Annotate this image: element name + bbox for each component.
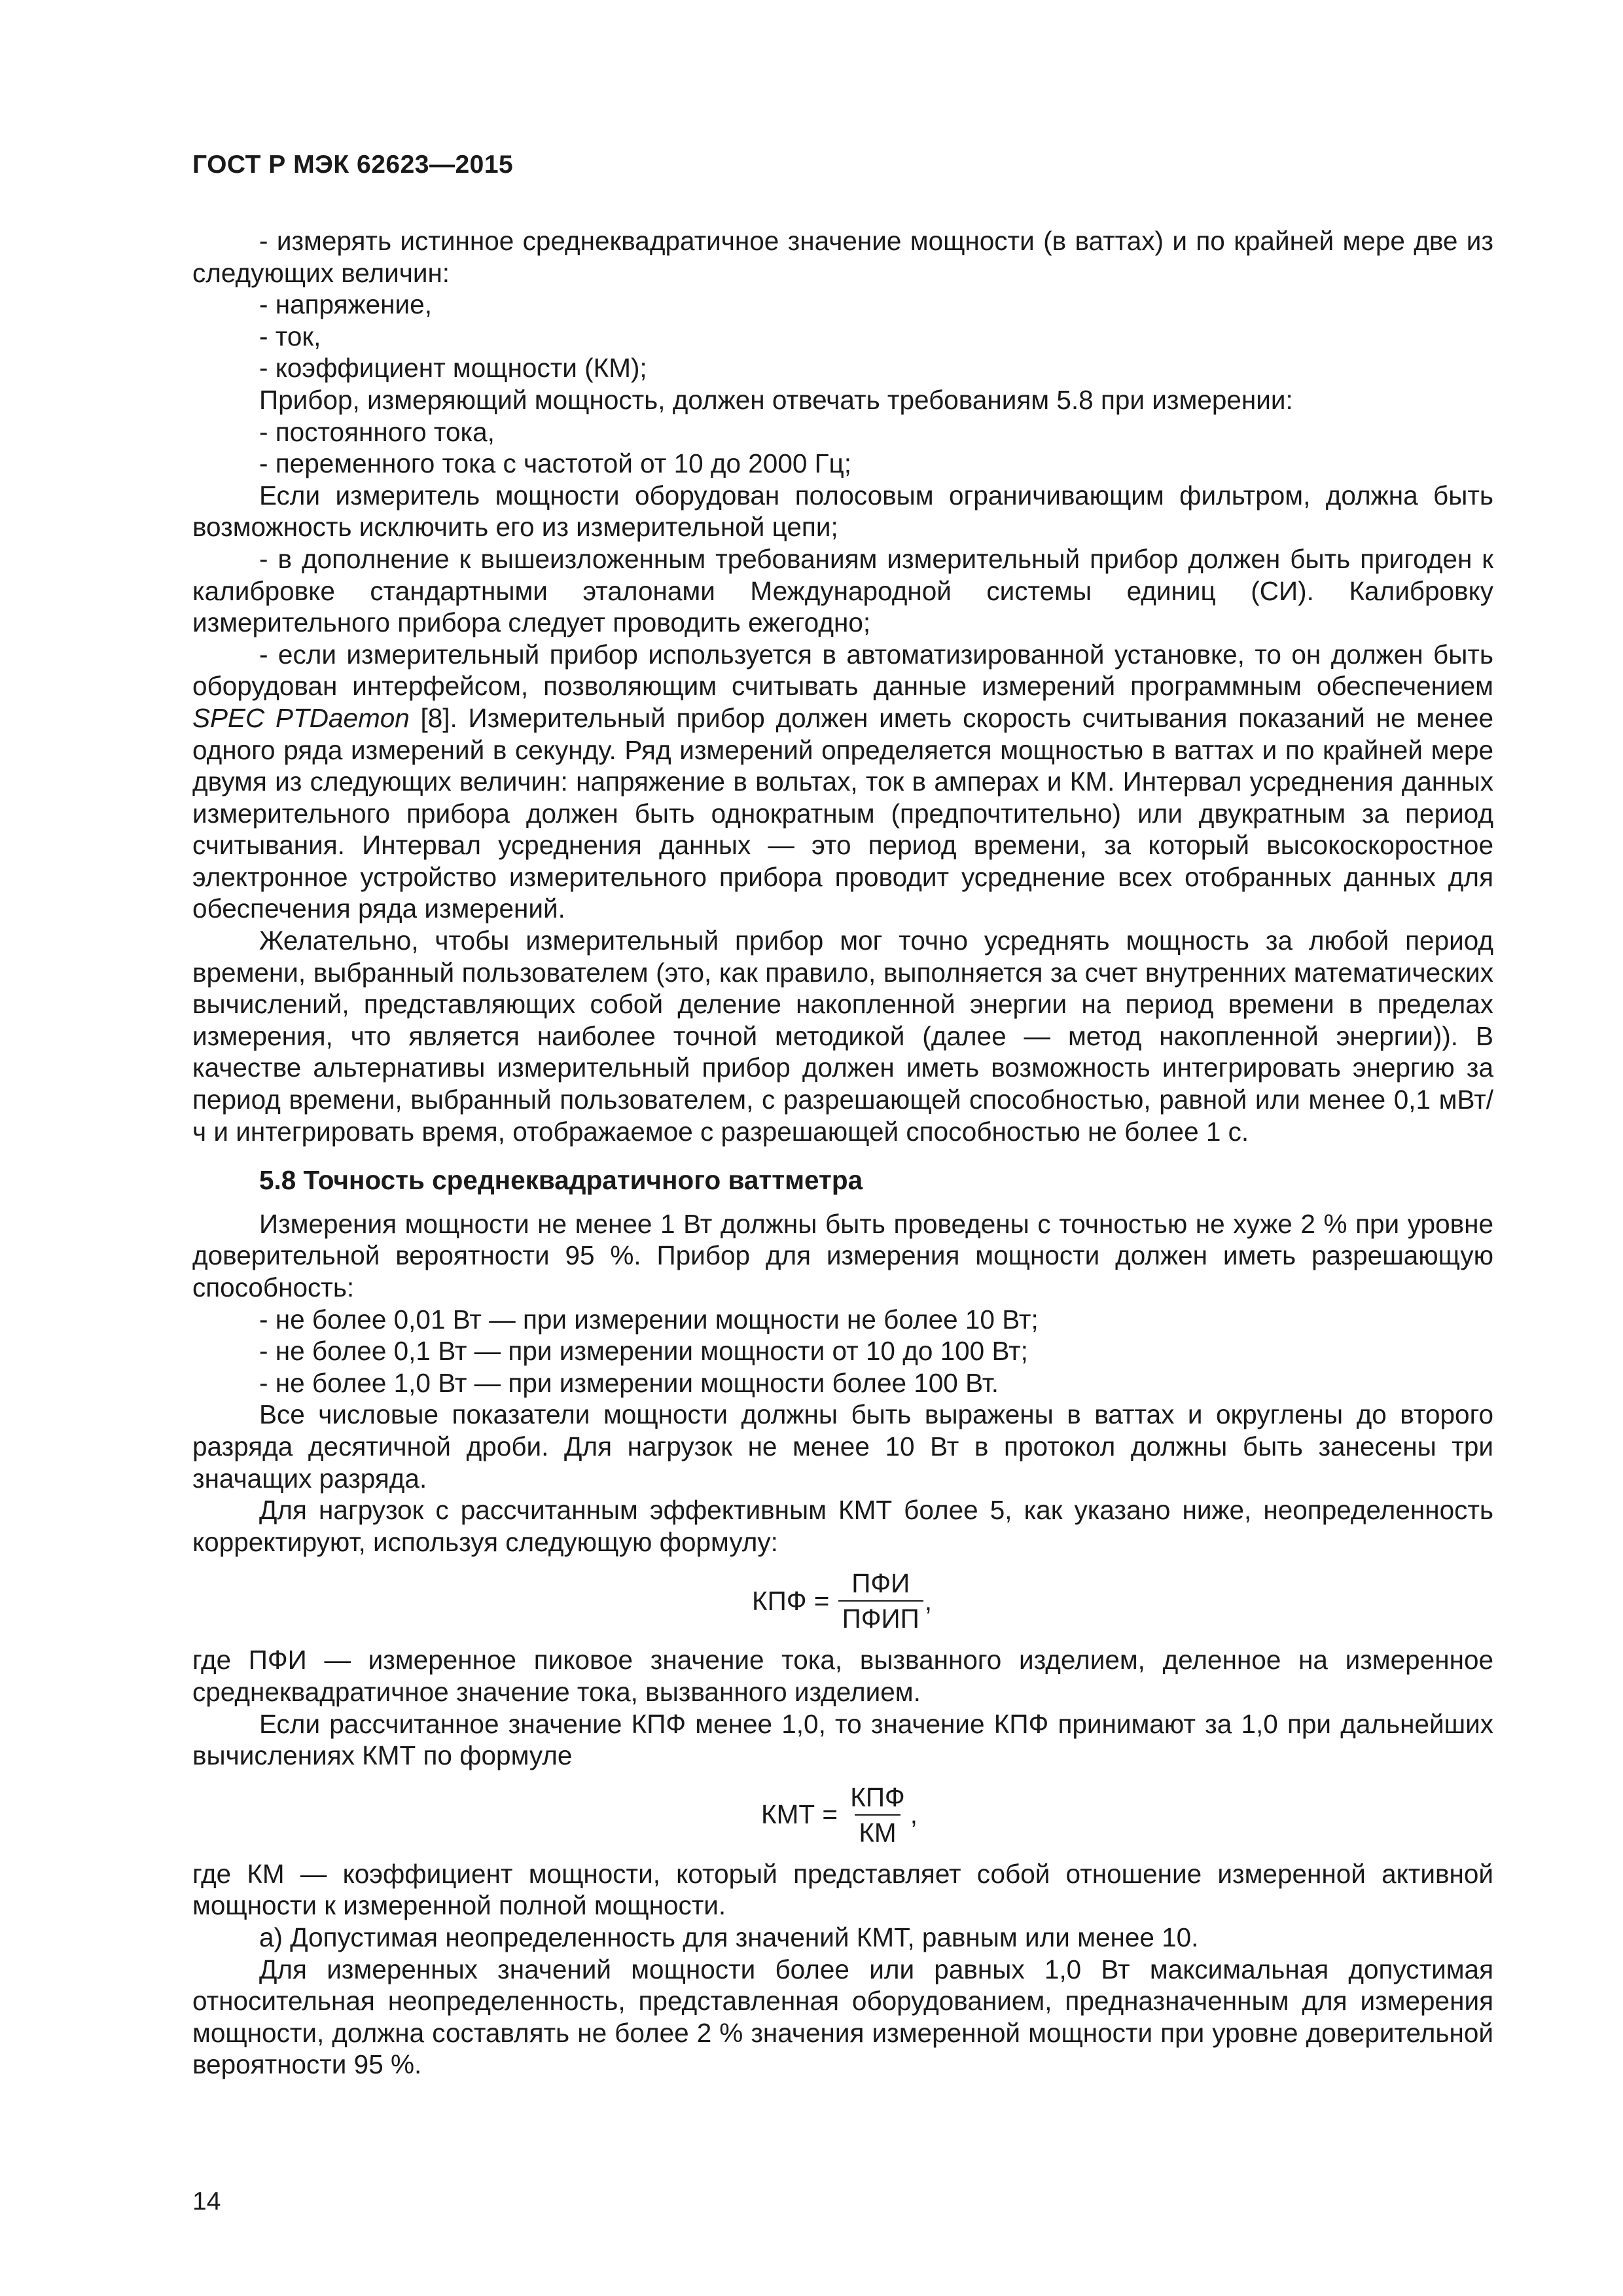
formula-punctuation: , [924,1586,933,1617]
formula-lhs: КПФ = [752,1586,837,1617]
formula-lhs: КМТ = [761,1799,846,1830]
list-item: - напряжение, [259,289,432,320]
software-name: SPEC PTDaemon [192,702,410,733]
fraction-denominator: КМ [855,1814,900,1850]
paragraph: Прибор, измеряющий мощность, должен отвечать требованиям 5.8 при измерении: [259,384,1293,415]
paragraph [192,639,1493,925]
paragraph: а) Допустимая неопределенность для значений КМТ, равным или менее 10. [259,1922,1199,1952]
list-item: - не более 0,01 Вт — при измерении мощности не более 10 Вт; [259,1304,1039,1335]
list-item: - переменного тока с частотой от 10 до 2000 Гц; [259,448,852,479]
list-item: - не более 0,1 Вт — при измерении мощности от 10 до 100 Вт; [259,1336,1028,1367]
list-item: - не более 1,0 Вт — при измерении мощности более 100 Вт. [259,1367,999,1398]
list-item: - коэффициент мощности (КМ); [259,353,647,384]
fraction-numerator: КПФ [850,1782,905,1812]
page-number: 14 [192,2187,221,2215]
paragraph: где КМ — коэффициент мощности, который представляет собой отношение измеренной активной мощности к измеренной полной мощности. [192,1858,1493,1921]
fraction [838,1566,923,1636]
paragraph: Все числовые показатели мощности должны быть выражены в ваттах и округлены до второго разряда десятичной дроби. Для нагрузок не менее 10 Вт в протокол должны быть занесены три значащих разряда. [192,1399,1493,1494]
document-body [192,225,1493,2081]
list-item: - постоянного тока, [259,416,495,447]
fraction-denominator: ПФИП [838,1600,923,1636]
paragraph: Желательно, чтобы измерительный прибор мог точно усреднять мощность за любой период времени, выбранный пользователем (это, как правило, выполняется за счет внутренних математических вычислений, представляющих собой деление накопленной энергии на период времени в пределах измерения, что является наиболее точной методикой (далее — метод накопленной энергии)). В качестве альтернативы измерительный прибор должен иметь возможность интегрировать энергию за период времени, выбранный пользователем, с разрешающей способностью, равной или менее 0,1 мВт/ч и интегрировать время, отображаемое с разрешающей способностью не более 1 с. [192,925,1493,1147]
paragraph: Для нагрузок с рассчитанным эффективным КМТ более 5, как указано ниже, неопределенность корректируют, используя следующую формулу: [192,1495,1493,1557]
paragraph: - измерять истинное среднеквадратичное значение мощности (в ваттах) и по крайней мере две из следующих величин: [192,226,1493,288]
paragraph: Измерения мощности не менее 1 Вт должны быть проведены с точностью не хуже 2 % при уровне доверительной вероятности 95 %. Прибор для измерения мощности должен иметь разрешающую способность: [192,1208,1493,1302]
fraction-numerator: ПФИ [851,1568,910,1599]
paragraph: Для измеренных значений мощности более или равных 1,0 Вт максимальная допустимая относительная неопределенность, представленная оборудованием, предназначенным для измерения мощности, должна составлять не более 2 % значения измеренной мощности при уровне доверительной вероятности 95 %. [192,1954,1493,2080]
formula-kmt [192,1774,1493,1856]
formula-kpf [192,1560,1493,1641]
paragraph: Если измеритель мощности оборудован полосовым ограничивающим фильтром, должна быть возможность исключить его из измерительной цепи; [192,480,1493,543]
paragraph-text: [8]. Измерительный прибор должен иметь скорость считывания показаний не менее одного ряда измерений в секунду. Ряд измерений определяется мощностью в ваттах и по крайней мере двумя из следующих величин: напряжение в вольтах, ток в амперах и КМ. Интервал усреднения данных измерительного прибора должен быть однократным (предпочтительно) или двукратным за период считывания. Интервал усреднения данных — это период времени, за который высокоскоростное электронное устройство измерительного прибора проводит усреднение всех отобранных данных для обеспечения ряда измерений. [192,702,1493,924]
paragraph: Если рассчитанное значение КПФ менее 1,0, то значение КПФ принимают за 1,0 при дальнейших вычислениях КМТ по формуле [192,1708,1493,1771]
paragraph-text: - если измерительный прибор используется в автоматизированной установке, то он должен быть оборудован интерфейсом, позволяющим считывать данные измерений программным обеспечением [192,639,1493,702]
section-heading: 5.8 Точность среднеквадратичного ваттметра [259,1165,863,1196]
formula-punctuation: , [910,1799,918,1830]
document-header: ГОСТ Р МЭК 62623—2015 [192,151,514,179]
paragraph: где ПФИ — измеренное пиковое значение тока, вызванного изделием, деленное на измеренное среднеквадратичное значение тока, вызванного изделием. [192,1645,1493,1707]
list-item: - ток, [259,321,321,351]
paragraph: - в дополнение к вышеизложенным требованиям измерительный прибор должен быть пригоден к калибровке стандартными эталонами Международной системы единиц (СИ). Калибровку измерительного прибора следует проводить ежегодно; [192,543,1493,638]
fraction [846,1780,909,1850]
